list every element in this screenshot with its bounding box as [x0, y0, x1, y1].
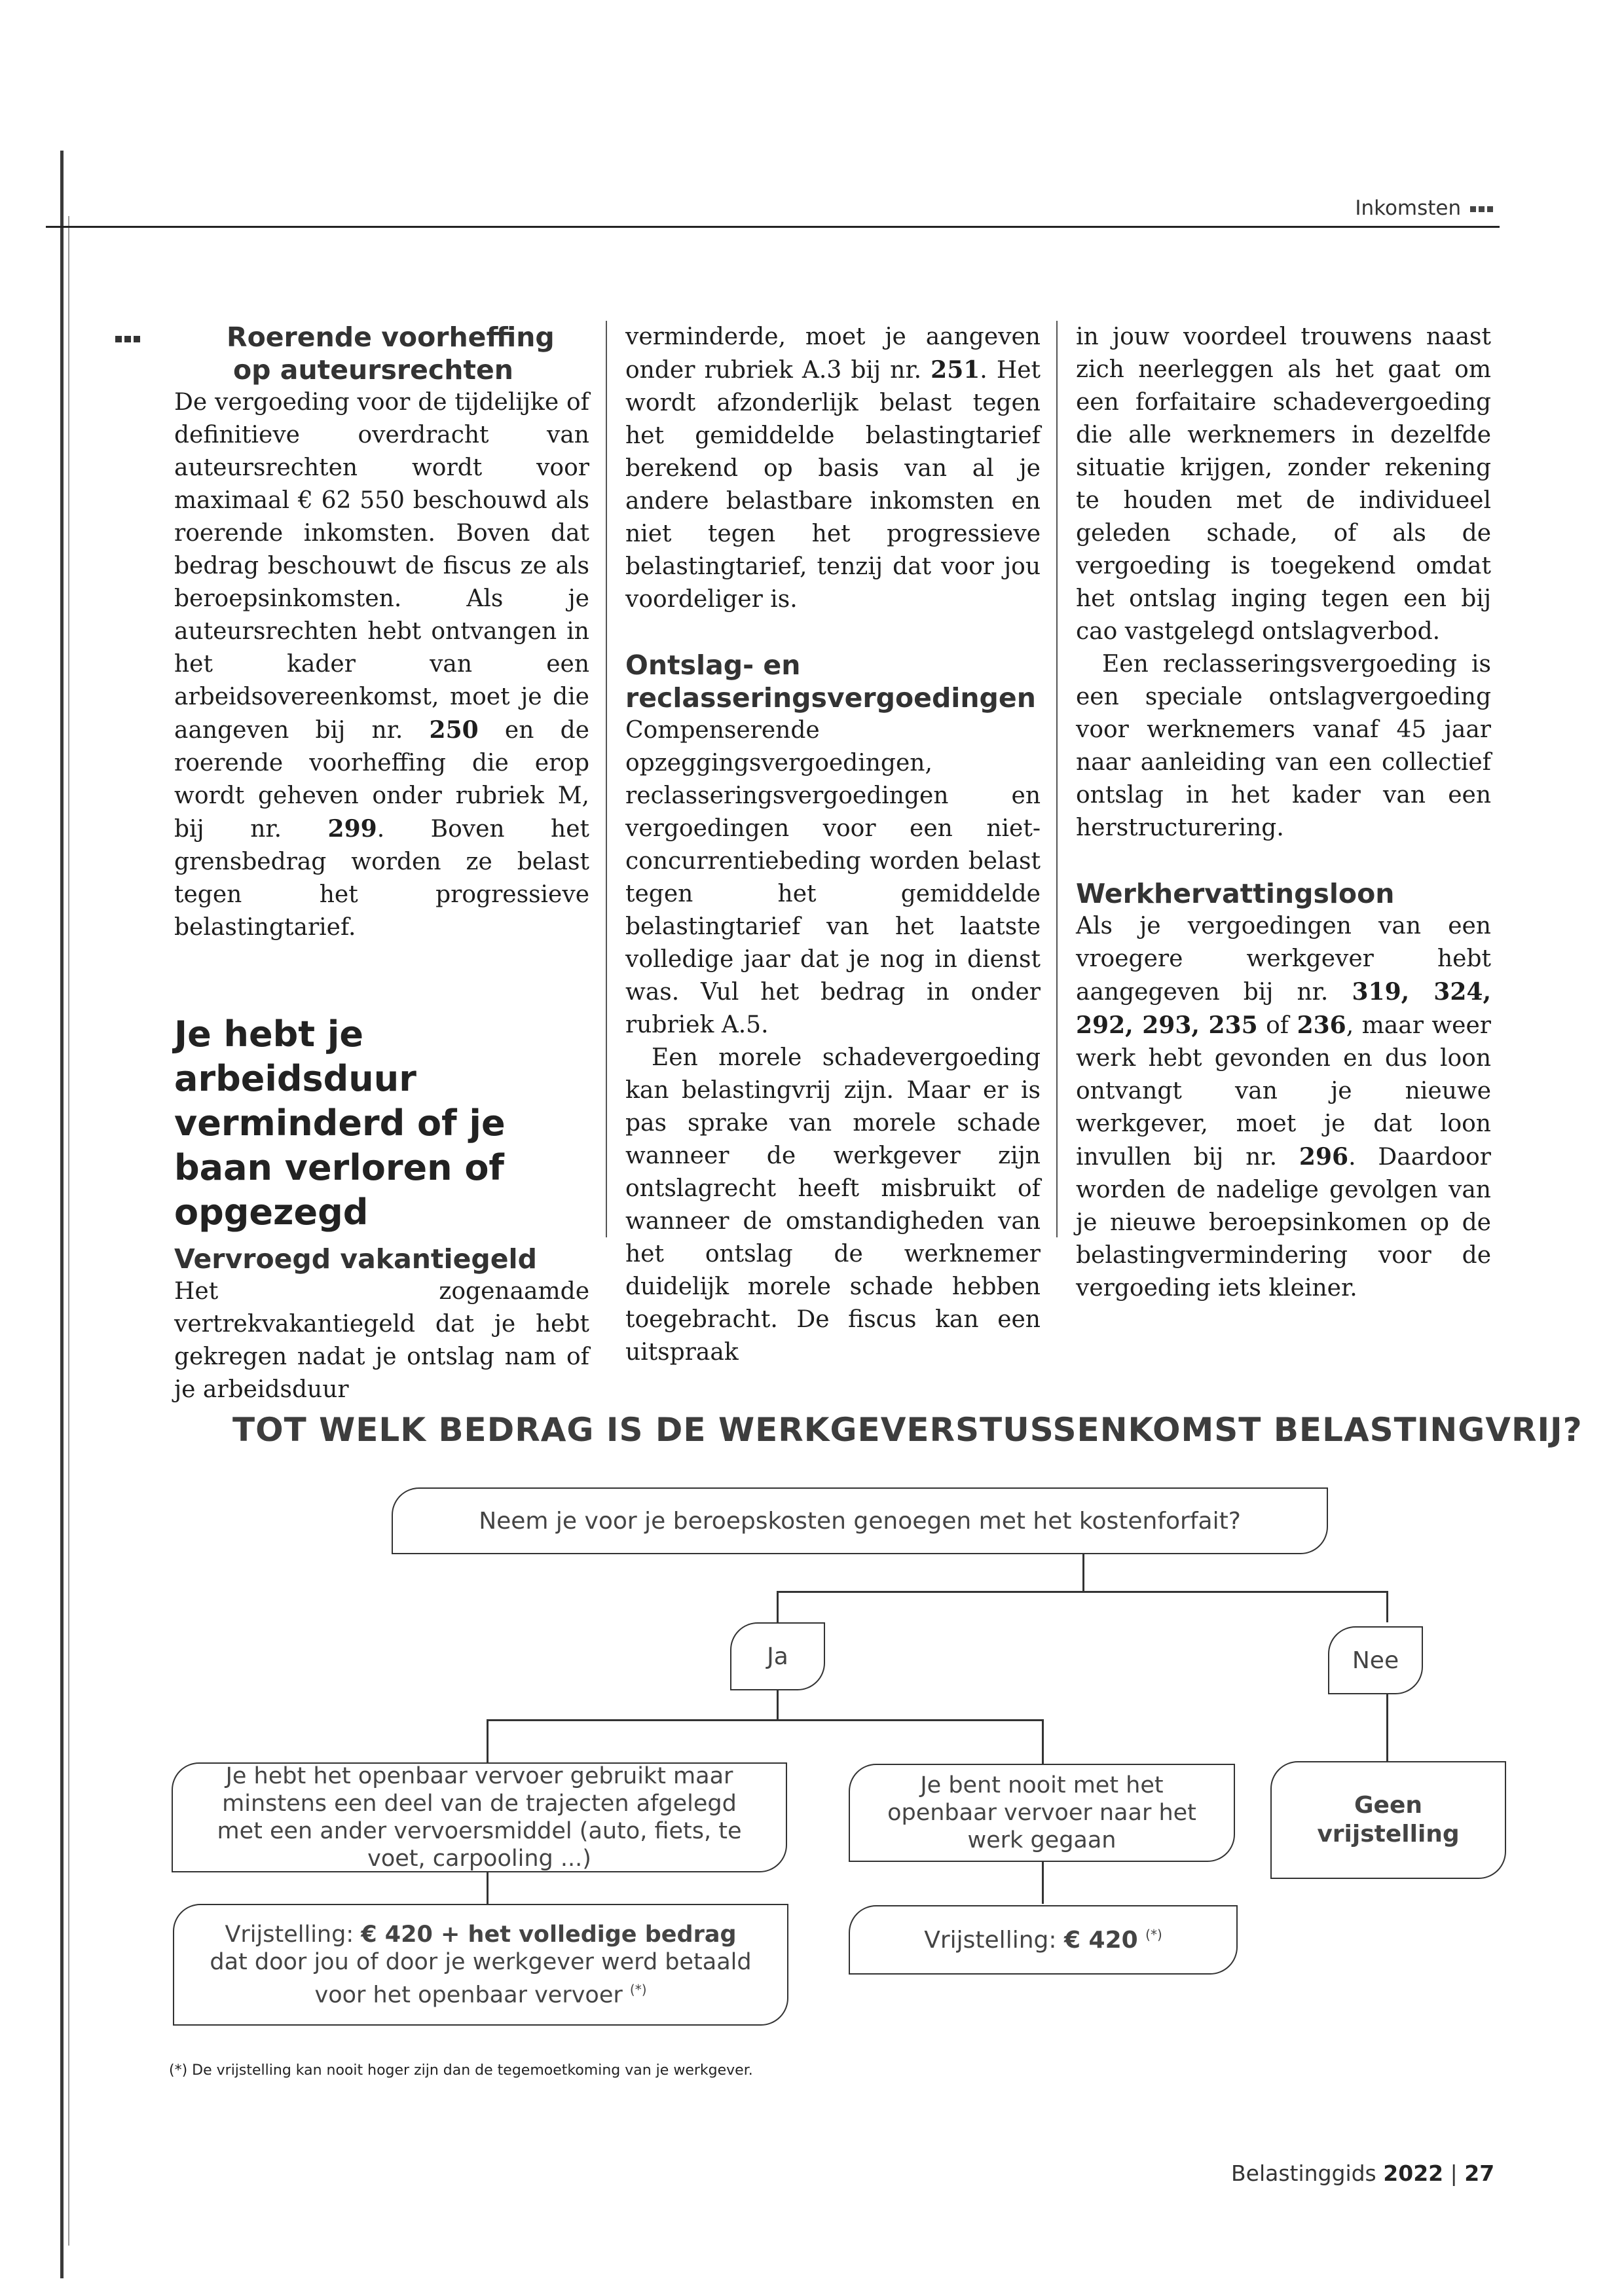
- heading-bullets: [174, 321, 227, 354]
- paragraph: Compenserende opzeggingsvergoedingen, reclasseringsvergoedingen en vergoedingen voor een niet-concurrentiebeding worden belast tegen het gemiddelde belastingtarief van het laatste volledige jaar dat je nog in dienst was. Vul het bedrag in onder rubriek A.5.: [625, 717, 1041, 1038]
- square-bullet-icon: [1479, 206, 1485, 212]
- no-result-text: Geen vrijstelling: [1317, 1792, 1460, 1848]
- result-a-text: [207, 1921, 754, 2009]
- footnote-mark: (*): [1145, 1926, 1162, 1942]
- column-divider: [606, 321, 607, 1237]
- no-box: [1328, 1626, 1423, 1694]
- connector: [1082, 1554, 1084, 1592]
- square-bullet-icon: [1487, 206, 1493, 212]
- page-number: 27: [1464, 2160, 1495, 2186]
- square-bullet-icon: [1470, 206, 1476, 212]
- flowchart-title: TOT WELK BEDRAG IS DE WERKGEVERSTUSSENKOMST BELASTINGVRIJ?: [232, 1411, 1583, 1449]
- footnote-mark: (*): [629, 1981, 647, 1997]
- result-b-text: [924, 1927, 1162, 1954]
- connector: [487, 1872, 489, 1904]
- option-a-box: [172, 1762, 787, 1872]
- amount: € 420 + het volledige bedrag: [361, 1921, 737, 1948]
- connector: [777, 1690, 779, 1721]
- text: De vergoeding voor de tijdelijke of definitieve overdracht van auteursrechten wordt voor maximaal € 62 550 beschouwd als roerende inkomsten. Boven dat bedrag beschouwt de fiscus ze als beroepsinkomsten. Als je auteursrechten hebt ontvangen in het kader van een arbeidsovereenkomst, moet je die aangeven bij nr.: [174, 389, 589, 744]
- yes-box: [730, 1622, 825, 1690]
- yes-label: Ja: [767, 1643, 788, 1670]
- amount: € 420: [1063, 1926, 1138, 1954]
- heading-text: Roerende voorheffing op auteursrechten: [227, 321, 555, 386]
- text: Als je vergoedingen van een vroegere werkgever hebt aangegeven bij nr.: [1076, 913, 1491, 1006]
- option-b-box: [849, 1764, 1235, 1862]
- paragraph: Het zogenaamde vertrekvakantiegeld dat je hebt gekregen nadat je ontslag nam of je arbeidsduur: [174, 1278, 589, 1403]
- text: en de roerende voorheffing die erop wordt geheven onder rubriek M, bij nr.: [174, 717, 589, 843]
- column-2: [625, 321, 1041, 1369]
- text: , maar weer werk hebt gevonden en dus loon ontvangt van je nieuwe werkgever, moet je dat loon invullen bij nr.: [1076, 1012, 1491, 1171]
- section-heading: Ontslag- en reclasseringsvergoedingen: [625, 649, 1036, 714]
- field-numbers: 319, 324, 292, 293, 235: [1076, 978, 1491, 1039]
- no-label: Nee: [1352, 1647, 1399, 1674]
- text: of: [1266, 1012, 1289, 1039]
- section-title: Je hebt je arbeidsduur verminderd of je baan verloren of opgezegd: [174, 1013, 506, 1233]
- paragraph: [625, 321, 1041, 616]
- connector: [1386, 1591, 1388, 1622]
- field-number: 250: [429, 716, 479, 744]
- text: dat door jou of door je werkgever werd betaald voor het openbaar vervoer: [210, 1948, 752, 2009]
- text: . Daardoor worden de nadelige gevolgen van je nieuwe beroepsinkomen op de belastingvermindering voor de vergoeding iets kleiner.: [1076, 1144, 1491, 1302]
- scan-edge-shadow: [68, 216, 69, 2246]
- column-divider: [1056, 321, 1058, 1237]
- section-heading: Werkhervattingsloon: [1076, 878, 1395, 909]
- section-heading: [174, 321, 589, 386]
- connector: [487, 1719, 489, 1764]
- text: . Het wordt afzonderlijk belast tegen het gemiddelde belastingtarief berekend op basis van al je andere belastbare inkomsten en niet tegen het progressieve belastingtarief, tenzij dat voor jou voordeliger is.: [625, 357, 1041, 613]
- footnote: (*) De vrijstelling kan nooit hoger zijn dan de tegemoetkoming van je werkgever.: [169, 2062, 753, 2079]
- publication-year: 2022: [1383, 2160, 1444, 2186]
- text: . Boven het grensbedrag worden ze belast tegen het progressieve belastingtarief.: [174, 816, 589, 941]
- field-number: 296: [1299, 1143, 1349, 1171]
- result-a-box: [173, 1904, 788, 2026]
- paragraph: [174, 386, 589, 944]
- field-number: 251: [931, 356, 980, 384]
- result-b-box: [849, 1905, 1238, 1975]
- column-3: [1076, 321, 1491, 1305]
- option-a-text: Je hebt het openbaar vervoer gebruikt maar minstens een deel van de trajecten afgelegd met een ander vervoersmiddel (auto, fiets, te voet, carpooling ...): [217, 1763, 742, 1872]
- header-rule: [46, 226, 1500, 228]
- connector: [777, 1591, 779, 1622]
- publication-name: Belastinggids: [1231, 2160, 1376, 2186]
- separator: |: [1450, 2160, 1458, 2186]
- square-bullet-icon: [134, 336, 140, 342]
- page-footer: [1231, 2160, 1494, 2186]
- text: Vrijstelling:: [225, 1921, 354, 1948]
- option-b-text: Je bent nooit met het openbaar vervoer naar het werk gegaan: [887, 1772, 1196, 1853]
- no-result-box: [1270, 1761, 1506, 1879]
- connector: [487, 1719, 1043, 1721]
- text: verminderde, moet je aangeven onder rubriek A.3 bij nr.: [625, 323, 1041, 384]
- paragraph: Een reclasseringsvergoeding is een speciale ontslagvergoeding voor werknemers vanaf 45 jaar naar aanleiding van een collectief ontslag in het kader van een herstructurering.: [1076, 651, 1491, 841]
- field-number: 299: [327, 815, 377, 843]
- running-header: [1355, 196, 1493, 220]
- paragraph: [1076, 910, 1491, 1305]
- paragraph: Een morele schadevergoeding kan belastingvrij zijn. Maar er is pas sprake van morele schade wanneer de werkgever zijn ontslagrecht heeft misbruikt of wanneer de omstandigheden van het ontslag de werknemer duidelijk morele schade hebben toegebracht. De fiscus kan een uitspraak: [625, 1044, 1041, 1366]
- sub-heading: Vervroegd vakantiegeld: [174, 1243, 537, 1275]
- connector: [1042, 1719, 1044, 1765]
- paragraph: in jouw voordeel trouwens naast zich neerleggen als het gaat om een forfaitaire schadevergoeding die alle werknemers in dezelfde situatie krijgen, zonder rekening te houden met de individueel geleden schade, of als de vergoeding is toegekend omdat het ontslag inging tegen een bij cao vastgelegd ontslagverbod.: [1076, 323, 1491, 645]
- scan-edge: [60, 151, 64, 2278]
- connector: [1042, 1862, 1044, 1904]
- square-bullet-icon: [124, 336, 131, 342]
- running-title: Inkomsten: [1355, 196, 1462, 220]
- field-number: 236: [1297, 1011, 1346, 1039]
- question-text: Neem je voor je beroepskosten genoegen met het kostenforfait?: [479, 1507, 1241, 1535]
- square-bullet-icon: [115, 336, 122, 342]
- text: Vrijstelling:: [924, 1926, 1057, 1954]
- column-1: [174, 321, 589, 1406]
- connector: [777, 1591, 1388, 1593]
- question-box: [392, 1487, 1328, 1554]
- connector: [1386, 1694, 1388, 1762]
